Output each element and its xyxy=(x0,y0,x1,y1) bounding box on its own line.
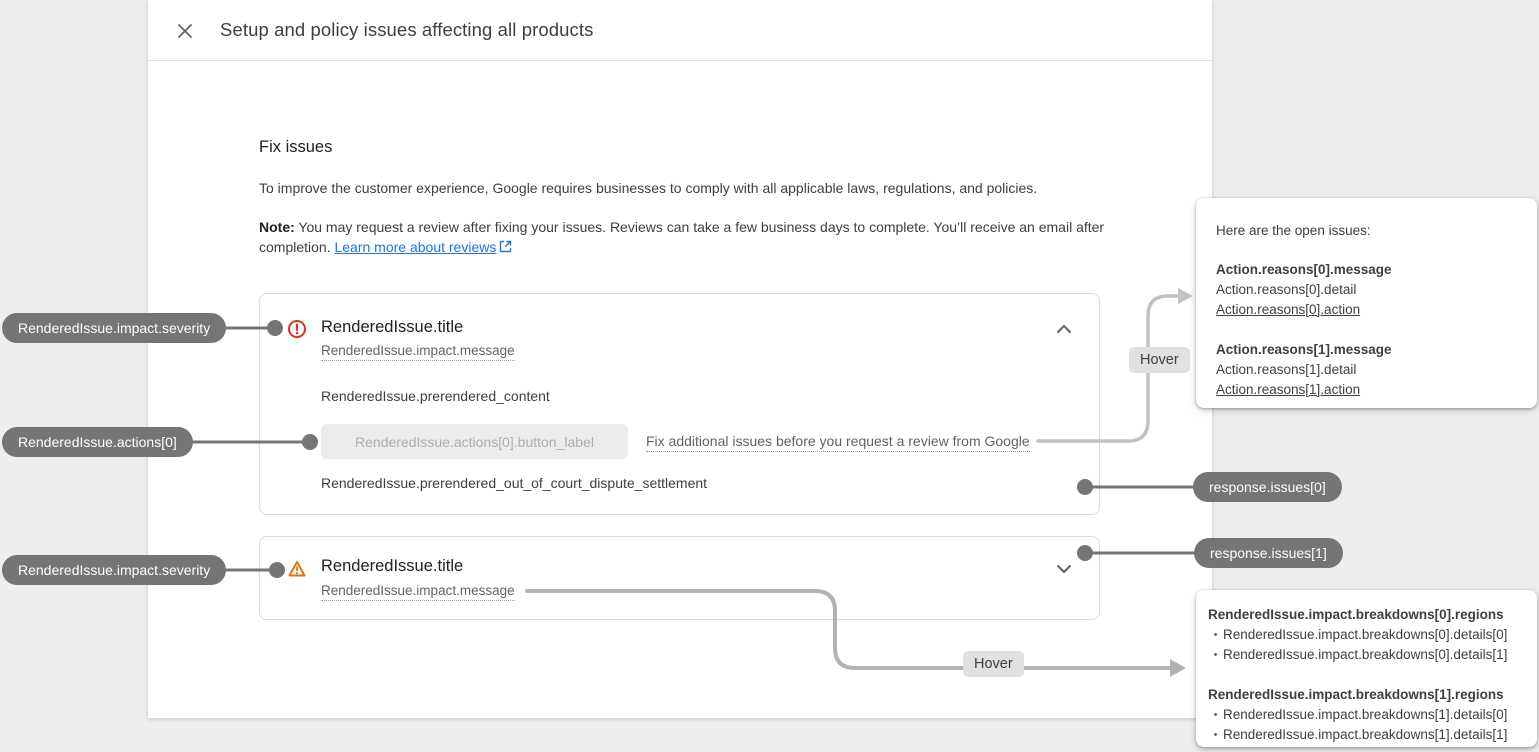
bullet-icon: • xyxy=(1213,629,1218,641)
annotation-impact-severity-0: RenderedIssue.impact.severity xyxy=(2,313,226,343)
tooltip-intro: Here are the open issues: xyxy=(1216,223,1371,238)
reason-detail: Action.reasons[1].detail xyxy=(1216,362,1357,377)
breakdown-detail-row xyxy=(1208,725,1525,745)
reason-message: Action.reasons[1].message xyxy=(1216,342,1392,357)
open-issues-tooltip xyxy=(1196,198,1537,408)
breakdown-group-1 xyxy=(1208,685,1525,745)
issue-card-0[interactable] xyxy=(259,293,1100,515)
chevron-up-icon xyxy=(1052,329,1076,344)
breakdown-group-0 xyxy=(1208,605,1525,665)
reason-group-0 xyxy=(1216,260,1517,320)
breakdown-detail: RenderedIssue.impact.breakdowns[1].details[0] xyxy=(1223,707,1508,722)
warning-severity-icon xyxy=(287,559,307,579)
annotation-actions-0: RenderedIssue.actions[0] xyxy=(2,427,193,457)
chevron-down-icon xyxy=(1052,569,1076,584)
bullet-icon: • xyxy=(1213,729,1218,741)
issue-action-button[interactable]: RenderedIssue.actions[0].button_label xyxy=(321,424,628,459)
note-text xyxy=(259,217,1111,258)
hover-label-1: Hover xyxy=(963,651,1024,677)
breakdown-detail: RenderedIssue.impact.breakdowns[0].details[1] xyxy=(1223,647,1508,662)
breakdown-detail-row xyxy=(1208,705,1525,725)
issue-prerendered-content: RenderedIssue.prerendered_content xyxy=(321,388,550,404)
issue-impact-message[interactable]: RenderedIssue.impact.message xyxy=(321,583,515,601)
annotation-response-issues-0: response.issues[0] xyxy=(1193,472,1342,502)
reason-message: Action.reasons[0].message xyxy=(1216,262,1392,277)
reason-detail: Action.reasons[0].detail xyxy=(1216,282,1357,297)
intro-text: To improve the customer experience, Google requires businesses to comply with all applicable laws, regulations, and policies. xyxy=(259,180,1038,196)
bullet-icon: • xyxy=(1213,709,1218,721)
reason-action-link[interactable]: Action.reasons[0].action xyxy=(1216,302,1361,317)
error-severity-icon xyxy=(287,319,307,339)
breakdown-regions: RenderedIssue.impact.breakdowns[0].regions xyxy=(1208,607,1504,622)
bullet-icon: • xyxy=(1213,649,1218,661)
close-button[interactable] xyxy=(174,21,196,43)
note-body: You may request a review after fixing your issues. Reviews can take a few business days to complete. You’ll receive an email after completion. xyxy=(259,219,1105,255)
reason-action-link[interactable]: Action.reasons[1].action xyxy=(1216,382,1361,397)
reason-group-1 xyxy=(1216,340,1517,400)
annotation-response-issues-1: response.issues[1] xyxy=(1194,538,1343,568)
breakdown-detail: RenderedIssue.impact.breakdowns[0].details[0] xyxy=(1223,627,1508,642)
note-label: Note: xyxy=(259,219,295,235)
hover-label-0: Hover xyxy=(1129,347,1190,373)
fix-additional-issues-hint[interactable]: Fix additional issues before you request a review from Google xyxy=(646,433,1030,452)
issue-dispute-settlement-text: RenderedIssue.prerendered_out_of_court_dispute_settlement xyxy=(321,475,708,491)
issue-impact-message[interactable]: RenderedIssue.impact.message xyxy=(321,343,515,361)
collapse-button[interactable] xyxy=(1052,317,1076,341)
breakdowns-tooltip xyxy=(1196,590,1537,747)
section-title: Fix issues xyxy=(259,138,333,156)
expand-button[interactable] xyxy=(1052,557,1076,581)
breakdown-detail-row xyxy=(1208,645,1525,665)
breakdown-detail-row xyxy=(1208,625,1525,645)
open-in-new-icon xyxy=(499,238,512,258)
issue-card-1[interactable] xyxy=(259,536,1100,620)
dialog-title: Setup and policy issues affecting all products xyxy=(220,19,594,40)
breakdown-detail: RenderedIssue.impact.breakdowns[1].details[1] xyxy=(1223,727,1508,742)
issues-dialog xyxy=(148,0,1212,718)
issue-title[interactable]: RenderedIssue.title xyxy=(321,318,464,336)
issue-title[interactable]: RenderedIssue.title xyxy=(321,557,464,575)
breakdown-regions: RenderedIssue.impact.breakdowns[1].regions xyxy=(1208,687,1504,702)
dialog-header xyxy=(148,0,1212,61)
annotation-impact-severity-1: RenderedIssue.impact.severity xyxy=(2,555,226,585)
learn-more-link[interactable]: Learn more about reviews xyxy=(334,239,497,255)
close-icon xyxy=(175,29,195,44)
